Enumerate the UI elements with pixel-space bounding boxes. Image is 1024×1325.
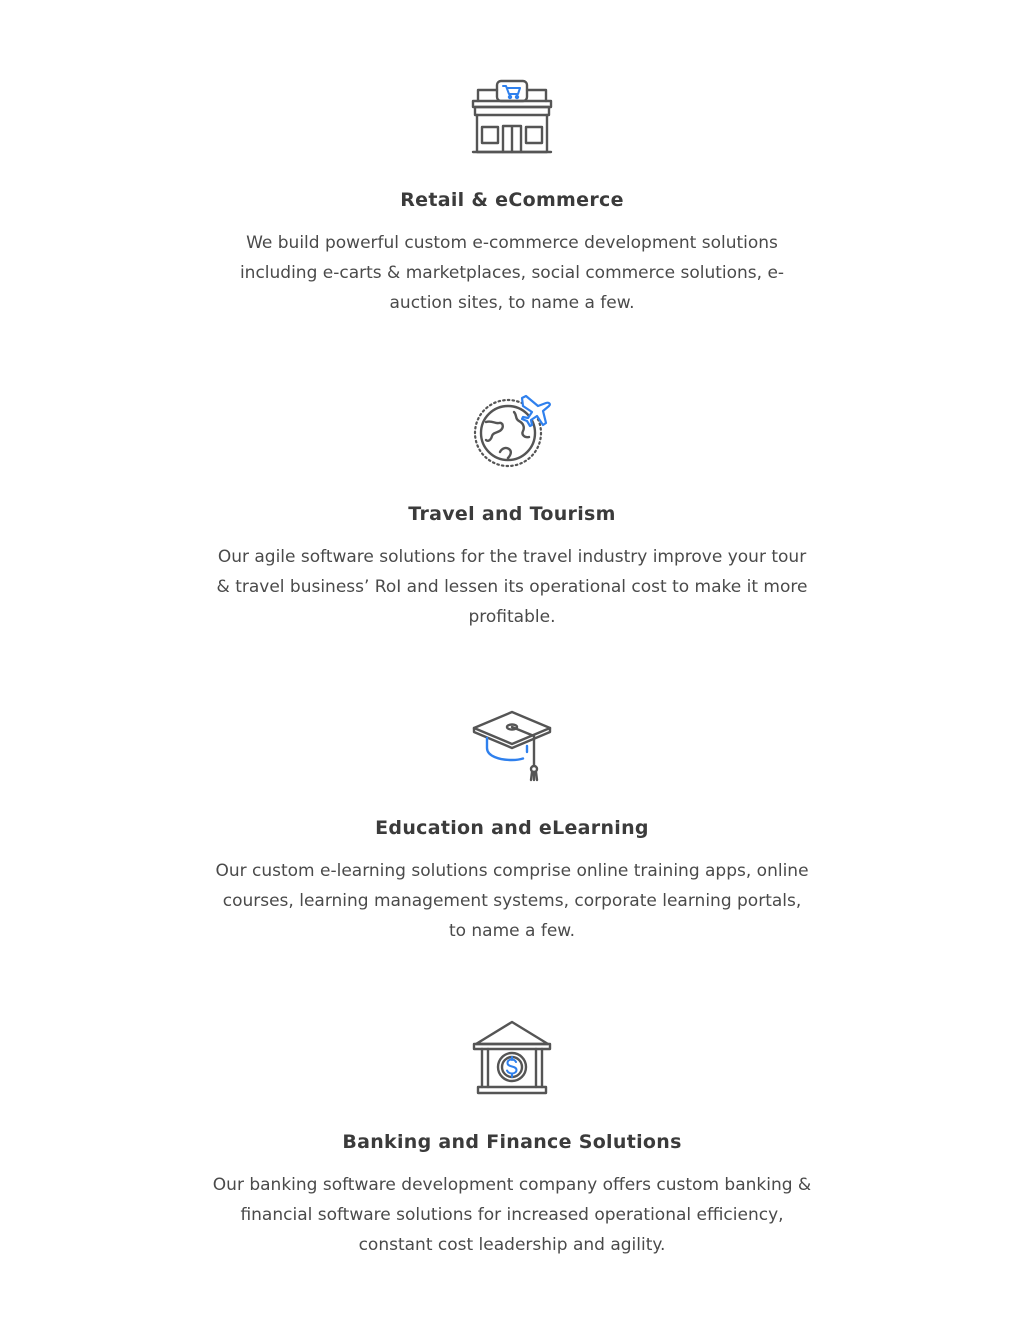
industry-title: Banking and Finance Solutions	[342, 1131, 682, 1153]
industry-title: Travel and Tourism	[408, 503, 616, 525]
globe-airplane-icon	[0, 392, 1024, 470]
industry-card-retail	[0, 78, 1024, 318]
industry-card-banking	[0, 1020, 1024, 1260]
industry-description: Our agile software solutions for the travel industry improve your tour & travel business’ RoI and lessen its operational cost to make it more profitable.	[216, 547, 808, 627]
industry-description: Our banking software development company offers custom banking & financial software solutions for increased operational efficiency, constant cost leadership and agility.	[212, 1175, 812, 1255]
industry-card-travel	[0, 392, 1024, 632]
storefront-cart-icon	[0, 78, 1024, 156]
industry-description: Our custom e-learning solutions comprise online training apps, online courses, learning management systems, corporate learning portals, to name a few.	[215, 861, 809, 941]
industry-title: Retail & eCommerce	[400, 189, 624, 211]
graduation-cap-icon	[0, 706, 1024, 784]
industry-description: We build powerful custom e-commerce development solutions including e-carts & marketplaces, social commerce solutions, e-auction sites, to name a few.	[239, 233, 785, 313]
industry-title: Education and eLearning	[375, 817, 649, 839]
industry-card-education	[0, 706, 1024, 946]
bank-dollar-icon	[0, 1020, 1024, 1098]
